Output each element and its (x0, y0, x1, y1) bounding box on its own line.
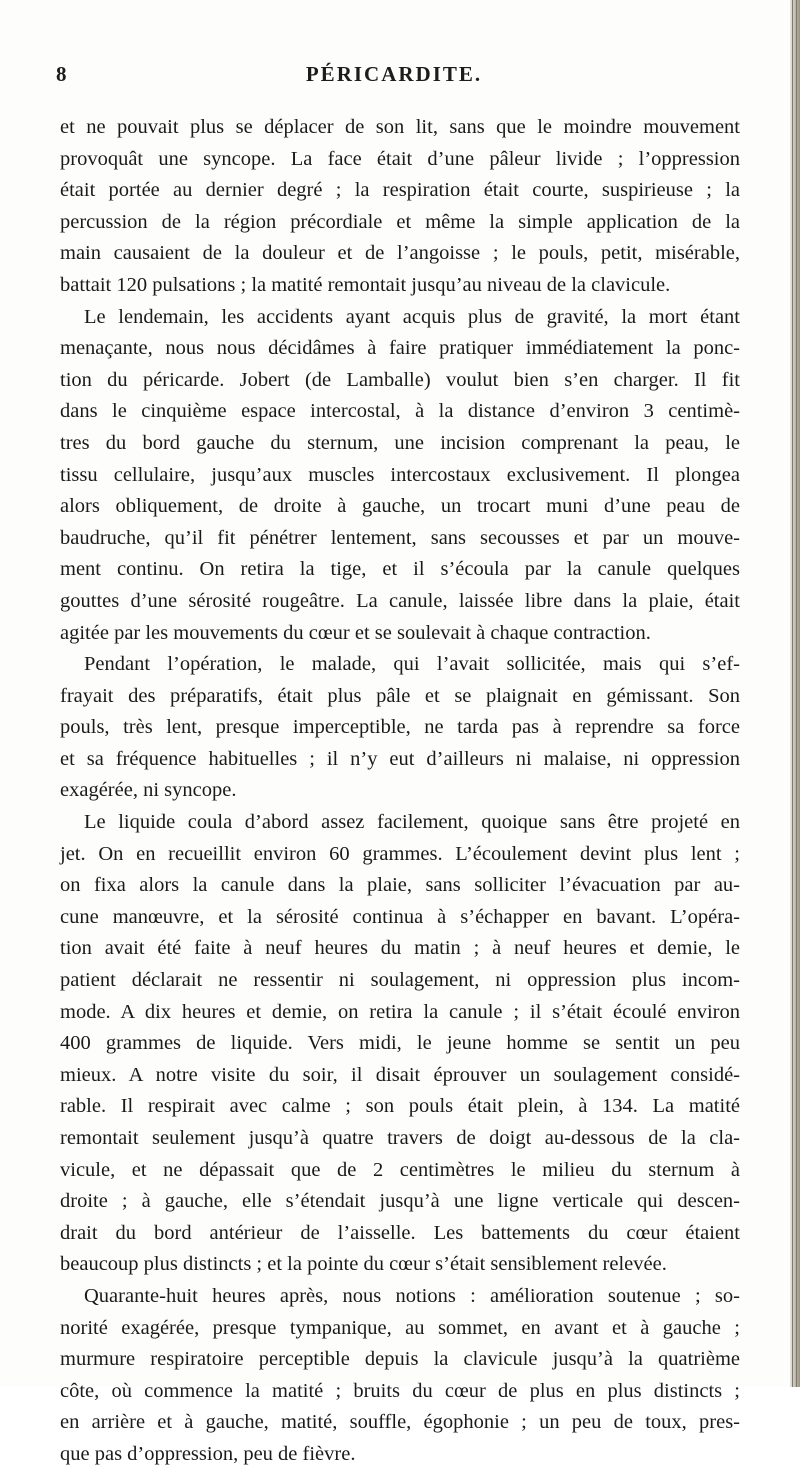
text-line: Quarante-huit heures après, nous notions : amélioration soutenue ; so- (84, 1284, 740, 1307)
text-line: que pas d’oppression, peu de fièvre. (60, 1442, 356, 1465)
body-text (60, 112, 740, 1471)
text-line: jet. On en recueillit environ 60 grammes. L’écoulement devint plus lent ; (60, 842, 740, 865)
page-number: 8 (56, 62, 67, 86)
text-line: battait 120 pulsations ; la matité remontait jusqu’au niveau de la clavicule. (60, 273, 671, 296)
text-line: frayait des préparatifs, était plus pâle et se plaignait en gémissant. Son (60, 684, 740, 707)
page-edge-line (792, 0, 793, 1387)
text-line: vicule, et ne dépassait que de 2 centimètres le milieu du sternum à (60, 1158, 740, 1181)
text-line: cune manœuvre, et la sérosité continua à s’échapper en bavant. L’opéra- (60, 905, 740, 928)
text-line: menaçante, nous nous décidâmes à faire pratiquer immédiatement la ponc- (60, 337, 740, 360)
text-line: tion du péricarde. Jobert (de Lamballe) voulut bien s’en charger. Il fit (60, 368, 740, 391)
page-edge (790, 0, 800, 1387)
text-line: Le lendemain, les accidents ayant acquis plus de gravité, la mort étant (84, 305, 740, 328)
text-line: on fixa alors la canule dans la plaie, sans solliciter l’évacuation par au- (60, 874, 740, 897)
text-line: alors obliquement, de droite à gauche, un trocart muni d’une peau de (60, 495, 740, 518)
text-line: tion avait été faite à neuf heures du matin ; à neuf heures et demie, le (60, 937, 740, 960)
text-line: dans le cinquième espace intercostal, à la distance d’environ 3 centimè- (60, 400, 740, 423)
text-line: et ne pouvait plus se déplacer de son lit, sans que le moindre mouvement (60, 116, 740, 138)
text-line: en arrière et à gauche, matité, souffle, égophonie ; un peu de toux, pres- (60, 1411, 740, 1434)
text-line: rable. Il respirait avec calme ; son pouls était plein, à 134. La matité (60, 1095, 740, 1118)
running-head: PÉRICARDITE. (305, 62, 483, 86)
text-line: pouls, très lent, presque imperceptible, ne tarda pas à reprendre sa force (60, 716, 740, 739)
page-header (54, 62, 734, 102)
text-line: provoquât une syncope. La face était d’une pâleur livide ; l’oppression (60, 147, 740, 170)
text-line: droite ; à gauche, elle s’étendait jusqu’à une ligne verticale qui descen- (60, 1190, 740, 1213)
text-line: baudruche, qu’il fit pénétrer lentement, sans secousses et par un mouve- (60, 526, 740, 549)
text-line: ment continu. On retira la tige, et il s’écoula par la canule quelques (60, 558, 740, 581)
page-edge-line (796, 0, 797, 1387)
text-line: côte, où commence la matité ; bruits du cœur de plus en plus distincts ; (60, 1379, 740, 1402)
text-line: remontait seulement jusqu’à quatre travers de doigt au-dessous de la cla- (60, 1127, 740, 1149)
text-line: tres du bord gauche du sternum, une incision comprenant la peau, le (60, 431, 740, 454)
text-line: percussion de la région précordiale et même la simple application de la (60, 210, 740, 233)
text-line: gouttes d’une sérosité rougeâtre. La canule, laissée libre dans la plaie, était (60, 589, 740, 612)
text-line: main causaient de la douleur et de l’angoisse ; le pouls, petit, misérable, (60, 242, 740, 265)
text-line: et sa fréquence habituelles ; il n’y eut d’ailleurs ni malaise, ni oppression (60, 747, 740, 770)
text-line: mieux. A notre visite du soir, il disait éprouver un soulagement considé- (60, 1063, 740, 1086)
text-line: tissu cellulaire, jusqu’aux muscles intercostaux exclusivement. Il plongea (60, 463, 740, 486)
text-line: mode. A dix heures et demie, on retira la canule ; il s’était écoulé environ (60, 1000, 740, 1023)
text-line: Pendant l’opération, le malade, qui l’avait sollicitée, mais qui s’ef- (84, 653, 740, 676)
text-line: exagérée, ni syncope. (60, 779, 237, 802)
text-line: drait du bord antérieur de l’aisselle. Les battements du cœur étaient (60, 1221, 740, 1244)
text-line: agitée par les mouvements du cœur et se soulevait à chaque contraction. (60, 621, 651, 644)
text-line: patient déclarait ne ressentir ni soulagement, ni oppression plus incom- (60, 969, 740, 992)
text-line: murmure respiratoire perceptible depuis la clavicule jusqu’à la quatrième (60, 1348, 740, 1371)
text-line: 400 grammes de liquide. Vers midi, le jeune homme se sentit un peu (60, 1032, 740, 1055)
text-line: Le liquide coula d’abord assez facilement, quoique sans être projeté en (84, 811, 740, 834)
text-line: était portée au dernier degré ; la respiration était courte, suspirieuse ; la (60, 179, 740, 202)
text-line: beaucoup plus distincts ; et la pointe du cœur s’était sensiblement relevée. (60, 1253, 667, 1276)
text-line: norité exagérée, presque tympanique, au sommet, en avant et à gauche ; (60, 1316, 740, 1339)
